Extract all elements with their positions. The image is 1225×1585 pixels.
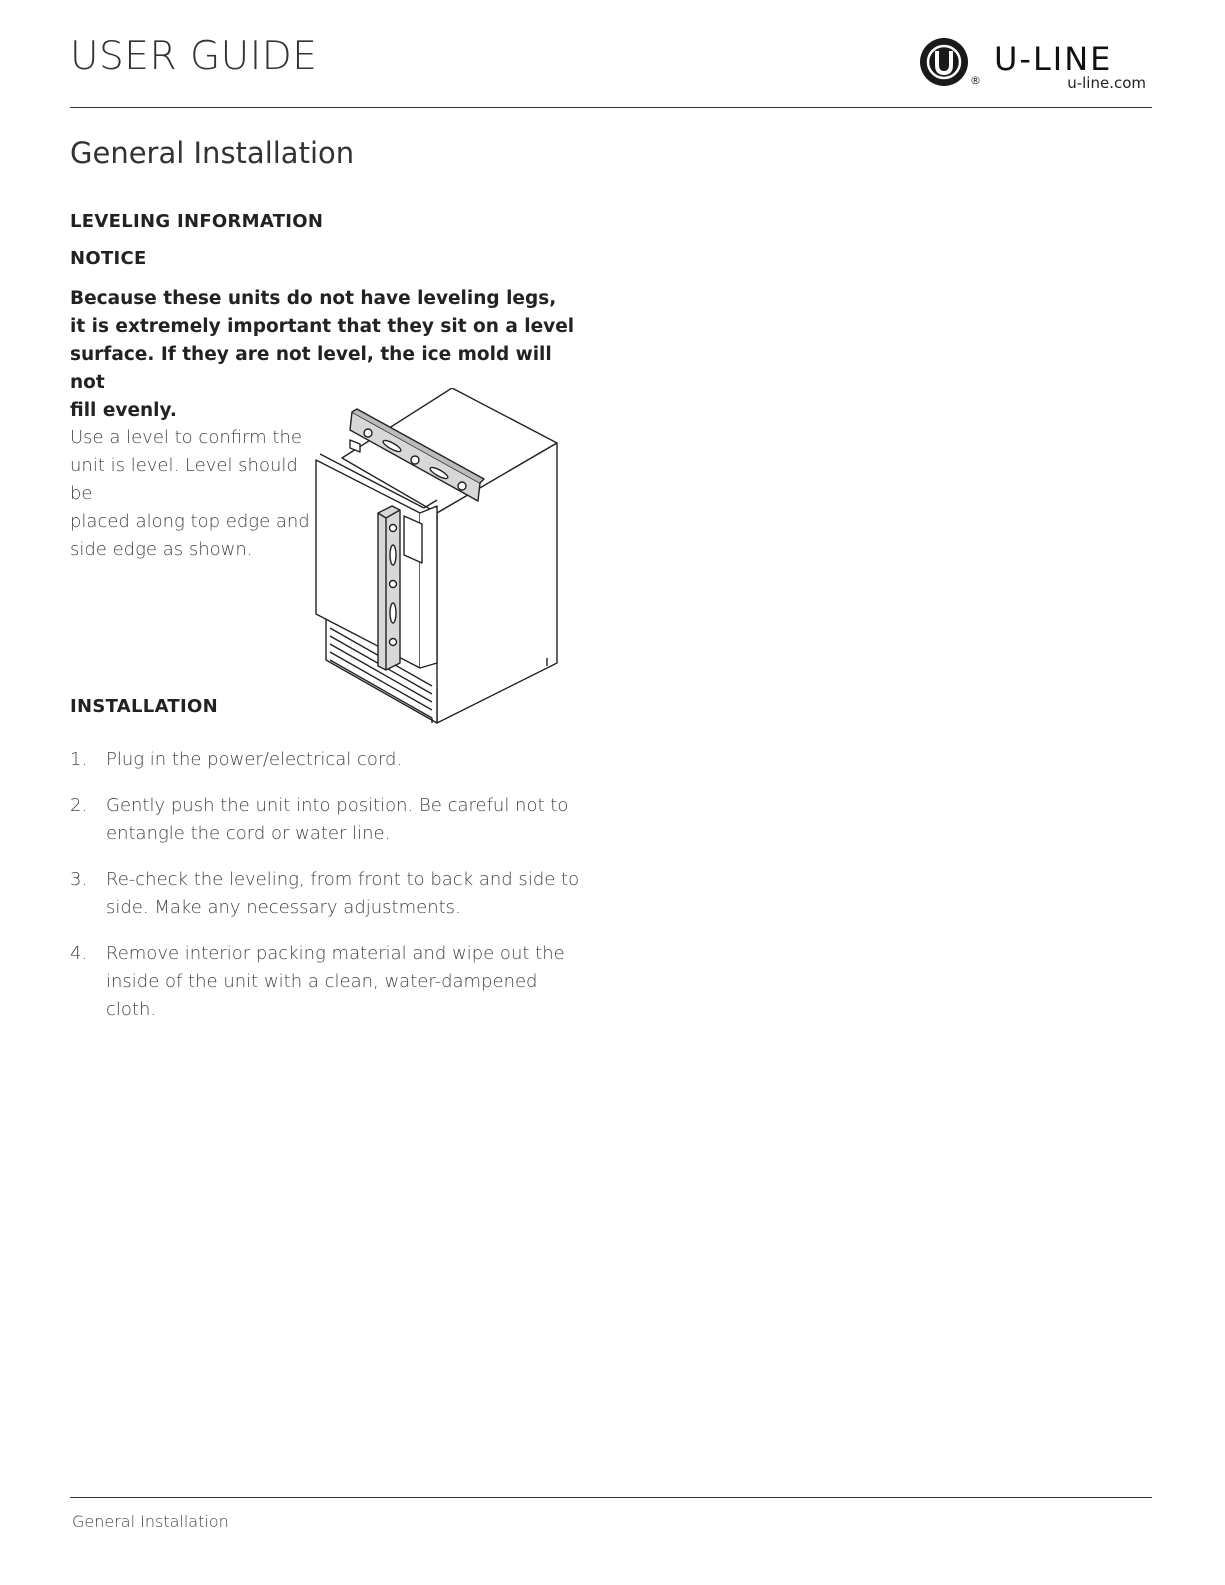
instruction-line: unit is level. Level should be (70, 455, 298, 504)
instruction-line: Use a level to confirm the (70, 427, 302, 448)
installation-step (70, 866, 590, 922)
step-line: Re-check the leveling, from front to back and side to (106, 869, 580, 890)
footer-label: General Installation (72, 1512, 229, 1531)
installation-step (70, 940, 590, 1024)
step-number: 3. (70, 869, 88, 890)
notice-label: NOTICE (70, 248, 147, 269)
instruction-line: placed along top edge and (70, 511, 310, 532)
notice-line: fill evenly. (70, 400, 177, 421)
ice-maker-with-levels-illustration (312, 388, 570, 733)
logo-wordmark: U-LINE (994, 40, 1113, 78)
leveling-instructions (70, 424, 318, 564)
step-number: 4. (70, 943, 88, 964)
installation-heading: INSTALLATION (70, 696, 218, 717)
section-title: General Installation (70, 136, 355, 170)
step-number: 2. (70, 795, 88, 816)
installation-step (70, 746, 590, 774)
step-number: 1. (70, 749, 88, 770)
footer-divider (70, 1497, 1152, 1498)
logo-url: u-line.com (1067, 74, 1146, 92)
registered-mark: ® (970, 74, 981, 87)
step-line: Plug in the power/electrical cord. (106, 749, 403, 770)
u-line-logo (918, 34, 1150, 96)
step-line: side. Make any necessary adjustments. (106, 897, 461, 918)
notice-line: it is extremely important that they sit on a level (70, 316, 575, 337)
step-line: Remove interior packing material and wipe out the (106, 943, 565, 964)
installation-steps (70, 746, 590, 1042)
instruction-line: side edge as shown. (70, 539, 253, 560)
step-line: entangle the cord or water line. (106, 823, 391, 844)
page-header-title: USER GUIDE (70, 34, 318, 79)
u-line-circle-logo-icon (918, 36, 970, 88)
notice-line: surface. If they are not level, the ice mold will not (70, 344, 552, 393)
notice-line: Because these units do not have leveling legs, (70, 288, 557, 309)
leveling-heading: LEVELING INFORMATION (70, 211, 324, 232)
header-divider (70, 107, 1152, 108)
installation-step (70, 792, 590, 848)
step-line: inside of the unit with a clean, water-dampened cloth. (106, 971, 538, 1020)
step-line: Gently push the unit into position. Be careful not to (106, 795, 569, 816)
